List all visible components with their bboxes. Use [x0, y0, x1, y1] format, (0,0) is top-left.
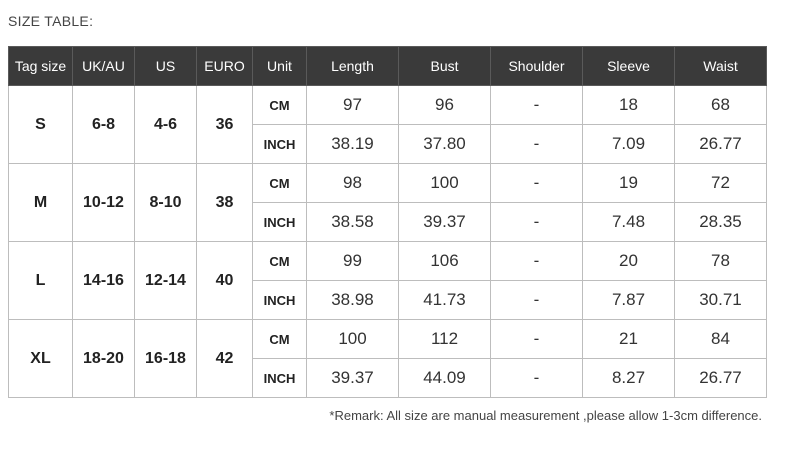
header-us: US [135, 47, 197, 86]
waist-cell: 26.77 [675, 125, 767, 164]
sleeve-cell: 21 [583, 320, 675, 359]
size-table [8, 46, 767, 398]
header-row [9, 47, 767, 86]
unit-cell: INCH [253, 203, 307, 242]
us-cell: 4-6 [135, 86, 197, 164]
header-tag-size: Tag size [9, 47, 73, 86]
sleeve-cell: 8.27 [583, 359, 675, 398]
euro-cell: 42 [197, 320, 253, 398]
waist-cell: 78 [675, 242, 767, 281]
tag-size-cell: XL [9, 320, 73, 398]
uk-au-cell: 14-16 [73, 242, 135, 320]
header-unit: Unit [253, 47, 307, 86]
header-waist: Waist [675, 47, 767, 86]
length-cell: 38.58 [307, 203, 399, 242]
length-cell: 39.37 [307, 359, 399, 398]
uk-au-cell: 10-12 [73, 164, 135, 242]
page-title: SIZE TABLE: [8, 13, 94, 29]
waist-cell: 30.71 [675, 281, 767, 320]
remark-note: *Remark: All size are manual measurement ,please allow 1-3cm difference. [329, 408, 762, 423]
length-cell: 98 [307, 164, 399, 203]
sleeve-cell: 18 [583, 86, 675, 125]
length-cell: 97 [307, 86, 399, 125]
unit-cell: CM [253, 86, 307, 125]
sleeve-cell: 7.48 [583, 203, 675, 242]
shoulder-cell: - [491, 320, 583, 359]
length-cell: 100 [307, 320, 399, 359]
shoulder-cell: - [491, 86, 583, 125]
uk-au-cell: 18-20 [73, 320, 135, 398]
length-cell: 38.19 [307, 125, 399, 164]
bust-cell: 41.73 [399, 281, 491, 320]
tag-size-cell: S [9, 86, 73, 164]
bust-cell: 100 [399, 164, 491, 203]
us-cell: 12-14 [135, 242, 197, 320]
header-euro: EURO [197, 47, 253, 86]
euro-cell: 38 [197, 164, 253, 242]
header-bust: Bust [399, 47, 491, 86]
sleeve-cell: 20 [583, 242, 675, 281]
header-uk-au: UK/AU [73, 47, 135, 86]
header-length: Length [307, 47, 399, 86]
table-row [9, 320, 767, 359]
sleeve-cell: 19 [583, 164, 675, 203]
table-row [9, 86, 767, 125]
sleeve-cell: 7.09 [583, 125, 675, 164]
table-row [9, 164, 767, 203]
euro-cell: 40 [197, 242, 253, 320]
bust-cell: 44.09 [399, 359, 491, 398]
us-cell: 8-10 [135, 164, 197, 242]
bust-cell: 96 [399, 86, 491, 125]
unit-cell: CM [253, 320, 307, 359]
tag-size-cell: M [9, 164, 73, 242]
unit-cell: INCH [253, 281, 307, 320]
shoulder-cell: - [491, 242, 583, 281]
bust-cell: 39.37 [399, 203, 491, 242]
euro-cell: 36 [197, 86, 253, 164]
uk-au-cell: 6-8 [73, 86, 135, 164]
unit-cell: CM [253, 242, 307, 281]
waist-cell: 84 [675, 320, 767, 359]
bust-cell: 106 [399, 242, 491, 281]
unit-cell: INCH [253, 359, 307, 398]
shoulder-cell: - [491, 359, 583, 398]
us-cell: 16-18 [135, 320, 197, 398]
bust-cell: 37.80 [399, 125, 491, 164]
waist-cell: 72 [675, 164, 767, 203]
sleeve-cell: 7.87 [583, 281, 675, 320]
shoulder-cell: - [491, 125, 583, 164]
waist-cell: 26.77 [675, 359, 767, 398]
tag-size-cell: L [9, 242, 73, 320]
bust-cell: 112 [399, 320, 491, 359]
table-row [9, 242, 767, 281]
length-cell: 99 [307, 242, 399, 281]
header-shoulder: Shoulder [491, 47, 583, 86]
waist-cell: 28.35 [675, 203, 767, 242]
header-sleeve: Sleeve [583, 47, 675, 86]
shoulder-cell: - [491, 203, 583, 242]
shoulder-cell: - [491, 164, 583, 203]
unit-cell: CM [253, 164, 307, 203]
shoulder-cell: - [491, 281, 583, 320]
waist-cell: 68 [675, 86, 767, 125]
length-cell: 38.98 [307, 281, 399, 320]
unit-cell: INCH [253, 125, 307, 164]
